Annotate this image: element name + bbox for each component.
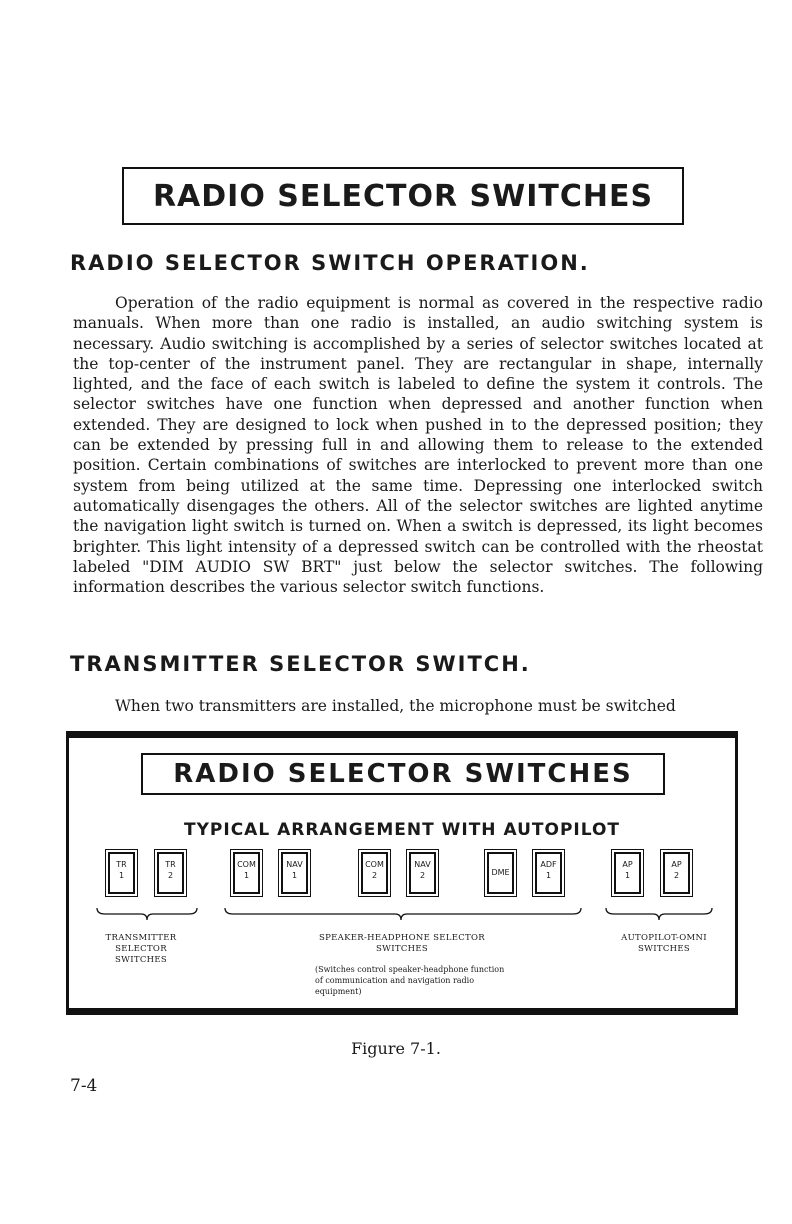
switch-number: 2 — [673, 871, 680, 880]
switch-nav-1 — [281, 852, 308, 894]
section-body-transmitter: When two transmitters are installed, the microphone must be switched — [115, 697, 676, 715]
switch-ap-1 — [614, 852, 641, 894]
brace-autopilot — [604, 906, 714, 922]
switch-label: ADF — [540, 860, 557, 869]
switch-ap-2 — [663, 852, 690, 894]
switch-number: 2 — [419, 871, 426, 880]
switch-number: 1 — [624, 871, 631, 880]
switch-dme — [487, 852, 514, 894]
switch-label: COM — [237, 860, 256, 869]
figure-subtitle: TYPICAL ARRANGEMENT WITH AUTOPILOT — [184, 820, 620, 840]
switch-number: 2 — [371, 871, 378, 880]
figure-radio-selector-switches — [66, 731, 738, 1015]
brace-speaker — [223, 906, 583, 922]
switch-number: 2 — [167, 871, 174, 880]
switch-label: AP — [671, 860, 682, 869]
switch-nav-2 — [409, 852, 436, 894]
figure-note: (Switches control speaker-headphone function of communication and navigation radio equipment) — [315, 965, 505, 996]
switch-label: TR — [116, 860, 127, 869]
label-transmitter-switches: TRANSMITTER SELECTOR SWITCHES — [105, 933, 177, 965]
figure-title: RADIO SELECTOR SWITCHES — [141, 753, 665, 795]
label-autopilot-switches: AUTOPILOT-OMNI SWITCHES — [621, 933, 707, 954]
switch-number: 1 — [243, 871, 250, 880]
section-body-operation: Operation of the radio equipment is normal as covered in the respective radio manuals. When more than one radio is installed, an audio switching system is necessary. Audio switching is accomplished by a series of selector switches located at the top-center of the instrument panel. They are rectangular in shape, internally lighted, and the face of each switch is labeled to define the system it controls. The selector switches have one function when depressed and another function when extended. They are designed to lock when pushed in to the depressed position; they can be extended by pressing full in and allowing them to release to the extended position. Certain combinations of switches are interlocked to prevent more than one system from being utilized at the same time. Depressing one interlocked switch automatically disengages the others. All of the selector switches are lighted anytime the navigation light switch is turned on. When a switch is depressed, its light becomes brighter. This light intensity of a depressed switch can be controlled with the rheostat labeled "DIM AUDIO SW BRT" just below the selector switches. The following information describes the various selector switch functions. — [73, 294, 763, 597]
switch-tr-2 — [157, 852, 184, 894]
switch-number: 1 — [118, 871, 125, 880]
switch-tr-1 — [108, 852, 135, 894]
page-number: 7-4 — [70, 1076, 98, 1096]
switch-label: COM — [365, 860, 384, 869]
switch-label: DME — [491, 868, 510, 877]
page-title: RADIO SELECTOR SWITCHES — [122, 167, 684, 225]
switch-label: TR — [165, 860, 176, 869]
label-speaker-switches: SPEAKER-HEADPHONE SELECTOR SWITCHES — [319, 933, 485, 954]
switch-label: NAV — [286, 860, 303, 869]
figure-caption: Figure 7-1. — [351, 1039, 441, 1058]
switch-com-2 — [361, 852, 388, 894]
switch-com-1 — [233, 852, 260, 894]
switch-number: 1 — [291, 871, 298, 880]
section-heading-operation: RADIO SELECTOR SWITCH OPERATION. — [70, 251, 590, 275]
brace-transmitter — [95, 906, 199, 922]
switch-number: 1 — [545, 871, 552, 880]
switch-label: NAV — [414, 860, 431, 869]
switch-label: AP — [622, 860, 633, 869]
switch-adf-1 — [535, 852, 562, 894]
section-heading-transmitter: TRANSMITTER SELECTOR SWITCH. — [70, 652, 531, 676]
